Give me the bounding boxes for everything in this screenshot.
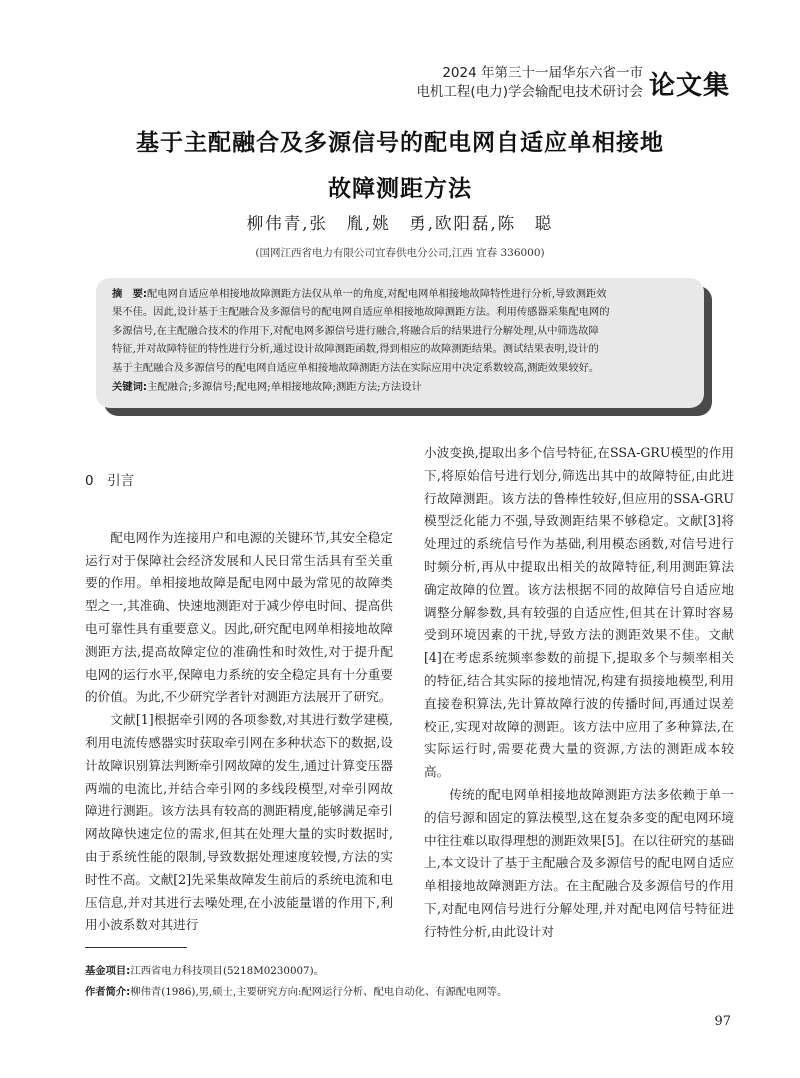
body-paragraph: 传统的配电网单相接地故障测距方法多依赖于单一的信号源和固定的算法模型,这在复杂多变的配电网环境中往往难以取得理想的测距效果[5]。在以往研究的基础上,本文设计了基于主配融合及多源信号的配电网自适应单相接地故障测距方法。在主配融合及多源信号的作用下,对配电网信号进行分解处理,并对配电网信号特征进行特性分析,由此设计对 — [424, 786, 734, 939]
abstract-label: 摘 要: — [112, 288, 148, 300]
author-affiliation: (国网江西省电力有限公司宜春供电分公司,江西 宜春 336000) — [255, 247, 545, 259]
right-column — [424, 442, 734, 944]
abstract-line: 基于主配融合及多源信号的配电网自适应单相接地故障测距方法在实际应用中决定系数较高,测距效果较好。 — [112, 361, 600, 374]
section-heading-introduction: 0 引言 — [85, 473, 135, 489]
abstract-line: 多源信号,在主配融合技术的作用下,对配电网多源信号进行融合,将融合后的结果进行分解处理,从中筛选故障 — [112, 324, 599, 337]
footnote-rule — [85, 947, 187, 948]
paper-title-line-1: 基于主配融合及多源信号的配电网自适应单相接地 — [136, 130, 664, 156]
abstract-line: 特征,并对故障特征的特性进行分析,通过设计故障测距函数,得到相应的故障测距结果。测试结果表明,设计的 — [112, 343, 599, 356]
fund-text: 江西省电力科技项目(5218M0230007)。 — [130, 965, 324, 977]
paper-title-line-2: 故障测距方法 — [328, 176, 472, 202]
fund-footnote — [85, 962, 725, 977]
keywords-text: 主配融合;多源信号;配电网;单相接地故障;测距方法;方法设计 — [147, 381, 422, 394]
abstract-box — [96, 278, 704, 408]
left-column — [85, 470, 393, 937]
author-bio-label: 作者简介: — [85, 986, 131, 998]
abstract-line: 果不佳。因此,设计基于主配融合及多源信号的配电网自适应单相接地故障测距方法。利用传感器采集配电网的 — [112, 306, 610, 319]
body-paragraph: 配电网作为连接用户和电源的关键环节,其安全稳定运行对于保障社会经济发展和人民日常生活具有至关重要的作用。单相接地故障是配电网中最为常见的故障类型之一,其准确、快速地测距对于减少停电时间、提高供电可靠性具有重要意义。因此,研究配电网单相接地故障测距方法,提高故障定位的准确性和时效性,对于提升配电网的运行水平,保障电力系统的安全稳定具有十分重要的价值。为此,不少研究学者针对测距方法展开了研究。 — [85, 529, 393, 705]
body-paragraph: 文献[1]根据牵引网的各项参数,对其进行数学建模,利用电流传感器实时获取牵引网在多种状态下的数据,设计故障识别算法判断牵引网故障的发生,通过计算变压器两端的电流比,并结合牵引网的多线段模型,对牵引网故障进行测距。该方法具有较高的测距精度,能够满足牵引网故障快速定位的需求,但其在处理大量的实时数据时,由于系统性能的限制,导致数据处理速度较慢,方法的实时性不高。文献[2]先采集故障发生前后的系统电流和电压信息,并对其进行去噪处理,在小波能量谱的作用下,利用小波系数对其进行 — [85, 712, 393, 933]
page-number: 97 — [714, 1014, 731, 1029]
body-paragraph: 小波变换,提取出多个信号特征,在SSA-GRU模型的作用下,将原始信号进行划分,筛选出其中的故障特征,由此进行故障测距。该方法的鲁棒性较好,但应用的SSA-GRU模型泛化能力不强,导致测距结果不够稳定。文献[3]将处理过的系统信号作为基础,利用模态函数,对信号进行时频分析,再从中提取出相关的故障特征,利用测距算法确定故障的位置。该方法根据不同的故障信号自适应地调整分解参数,具有较强的自适应性,但其在计算时容易受到环境因素的干扰,导致方法的测距效果不佳。文献[4]在考虑系统频率参数的前提下,提取多个与频率相关的特征,结合其实际的接地情况,构建有损接地模型,利用直接卷积算法,先计算故障行波的传播时间,再通过误差校正,实现对故障的测距。该方法中应用了多种算法,在实际运行时,需要花费大量的资源,方法的测距成本较高。 — [424, 445, 734, 780]
author-bio-text: 柳伟青(1986),男,硕士,主要研究方向:配网运行分析、配电自动化、有源配电网等。 — [130, 986, 508, 998]
abstract-line — [112, 285, 690, 303]
keywords-line — [112, 378, 690, 396]
abstract-text: 配电网自适应单相接地故障测距方法仅从单一的角度,对配电网单相接地故障特性进行分析,导致测距效 — [147, 288, 607, 300]
keywords-label: 关键词: — [112, 381, 148, 394]
conference-line-1: 2024 年第三十一届华东六省一市 — [442, 65, 643, 81]
fund-label: 基金项目: — [85, 965, 131, 977]
conference-line-2: 电机工程(电力)学会输配电技术研讨会 — [416, 84, 643, 100]
author-bio-footnote — [85, 983, 725, 998]
conference-name — [416, 64, 643, 102]
author-list: 柳伟青,张 胤,姚 勇,欧阳磊,陈 聪 — [246, 214, 554, 233]
proceedings-label: 论文集 — [648, 70, 730, 101]
conference-header — [416, 64, 730, 102]
